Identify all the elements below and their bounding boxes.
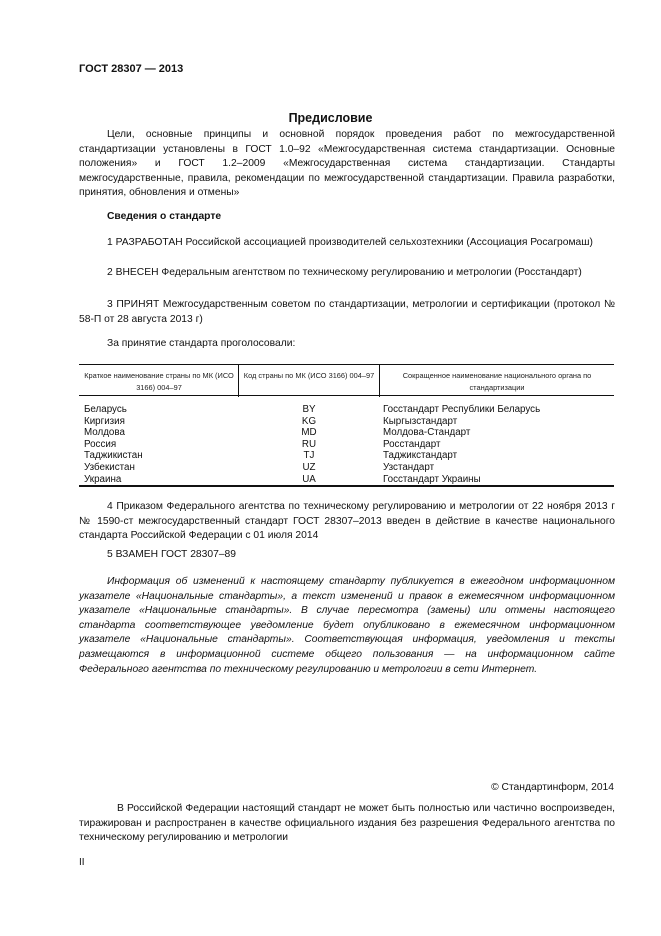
column-codes: BY KG MD RU TJ UZ UA — [301, 404, 317, 485]
column-countries: Беларусь Киргизия Молдова Россия Таджикистан Узбекистан Украина — [84, 404, 143, 485]
table-bottom-rule — [79, 485, 614, 487]
item-submitted: 2 ВНЕСЕН Федеральным агентством по техническому регулированию и метрологии (Росстандарт) — [107, 267, 582, 278]
table-header — [79, 364, 614, 396]
header-national-body: Сокращенное наименование национального органа по стандартизации — [402, 371, 592, 392]
header-country-code: Код страны по МК (ИСО 3166) 004–97 — [243, 371, 375, 380]
changes-info-note: Информация об изменений к настоящему стандарту публикуется в ежегодном информационном указателе «Национальные стандарты», а текст изменений и правок в ежемесячном информационном указателе «Национальные стандарты». В случае пересмотра (замены) или отмены настоящего стандарта соответствующее уведомление будет опубликовано в ежемесячном информационном указателе «Национальные стандарты». Соответствующая информация, уведомления и тексты размещаются в информационной системе общего пользования — на информационном сайте Федерального агентства по техническому регулированию и метрологии в сети Интернет. — [79, 576, 615, 675]
header-country-name: Краткое наименование страны по МК (ИСО 3166) 004–97 — [84, 371, 234, 392]
voted-caption: За принятие стандарта проголосовали: — [107, 338, 296, 349]
page-number: II — [79, 857, 85, 868]
copyright-line: © Стандартинформ, 2014 — [491, 782, 614, 793]
item-enacted: 4 Приказом Федерального агентства по техническому регулированию и метрологии от 22 ноября 2013 г № 1590-ст межгосударственный стандарт ГОСТ 28307–2013 введен в действие в качестве национального стандарта Российской Федерации с 01 июля 2014 — [79, 501, 615, 542]
foreword-title: Предисловие — [288, 111, 373, 125]
item-adopted: 3 ПРИНЯТ Межгосударственным советом по стандартизации, метрологии и сертификации (протокол № 58-П от 28 августа 2013 г) — [79, 299, 615, 325]
header-divider — [238, 365, 239, 397]
item-developed: 1 РАЗРАБОТАН Российской ассоциацией производителей сельхозтехники (Ассоциация Росагромаш) — [107, 237, 593, 248]
header-divider — [379, 365, 380, 397]
document-code-header: ГОСТ 28307 — 2013 — [79, 63, 184, 75]
item-replaces: 5 ВЗАМЕН ГОСТ 28307–89 — [107, 549, 237, 560]
legal-notice: В Российской Федерации настоящий стандарт не может быть полностью или частично воспроизведен, тиражирован и распространен в качестве официального издания без разрешения Федерального агентства по техническому регулированию и метрологии — [79, 803, 615, 844]
info-heading: Сведения о стандарте — [107, 211, 222, 222]
column-national-bodies: Госстандарт Республики Беларусь Кыргызстандарт Молдова-Стандарт Росстандарт Таджикстандарт Узстандарт Госстандарт Украины — [383, 404, 541, 485]
intro-paragraph: Цели, основные принципы и основной порядок проведения работ по межгосударственной стандартизации установлены в ГОСТ 1.0–92 «Межгосударственная система стандартизации. Основные положения» и ГОСТ 1.2–2009 «Межгосударственная система стандартизации. Стандарты межгосударственные, правила, рекомендации по межгосударственной стандартизации. Правила разработки, принятия, обновления и отмены» — [79, 129, 615, 199]
